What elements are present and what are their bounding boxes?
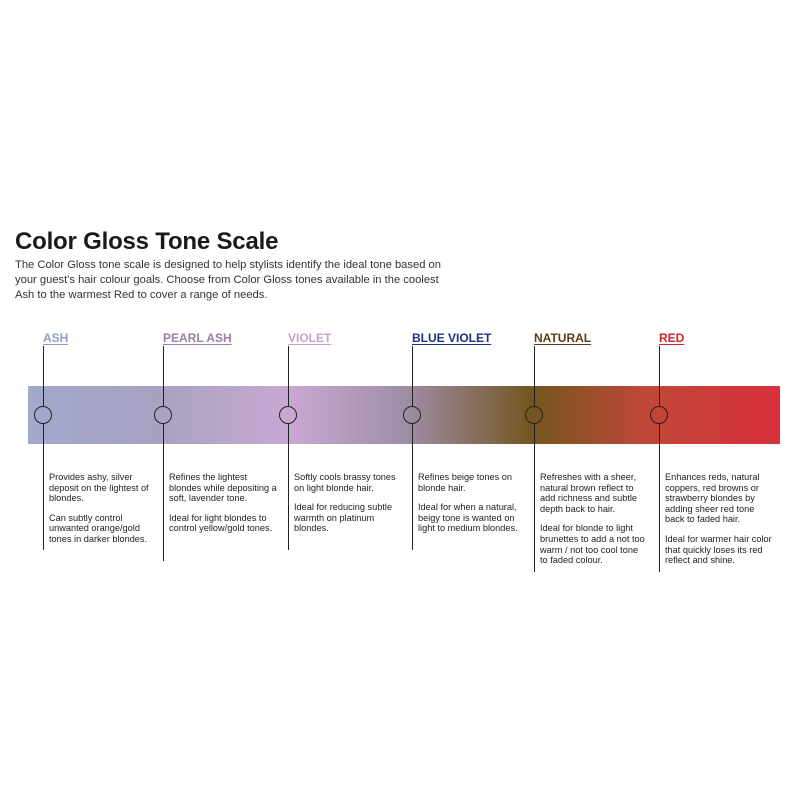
tick-lower-natural [534, 424, 535, 572]
tick-lower-blue-violet [412, 424, 413, 550]
tone-description-red [665, 472, 773, 575]
desc-violet-primary: Softly cools brassy tones on light blonde hair. [294, 472, 396, 493]
marker-ash [34, 406, 52, 424]
desc-pearl-ash-primary: Refines the lightest blondes while depositing a soft, lavender tone. [169, 472, 277, 504]
tick-upper-natural [534, 346, 535, 406]
desc-red-secondary: Ideal for warmer hair color that quickly loses its red reflect and shine. [665, 533, 772, 566]
tick-lower-pearl-ash [163, 424, 164, 561]
tone-description-natural [540, 472, 648, 575]
tone-label-blue-violet: BLUE VIOLET [412, 331, 492, 345]
tone-label-pearl-ash: PEARL ASH [163, 331, 232, 345]
page-title: Color Gloss Tone Scale [15, 228, 279, 255]
marker-pearl-ash [154, 406, 172, 424]
desc-ash-primary: Provides ashy, silver deposit on the lightest of blondes. [49, 472, 149, 504]
desc-pearl-ash-secondary: Ideal for light blondes to control yellow/gold tones. [169, 512, 273, 534]
marker-natural [525, 406, 543, 424]
tone-description-blue-violet [418, 472, 526, 543]
tone-label-violet: VIOLET [288, 331, 332, 345]
intro-text: The Color Gloss tone scale is designed to help stylists identify the ideal tone based on your guest's hair colour goals. Choose from Color Gloss tones available in the coolest Ash to the warmest Red to cover a range of needs. [15, 259, 441, 301]
desc-natural-primary: Refreshes with a sheer, natural brown reflect to add richness and subtle depth back to hair. [540, 472, 638, 514]
tone-label-ash: ASH [43, 331, 69, 345]
marker-violet [279, 406, 297, 424]
desc-blue-violet-primary: Refines beige tones on blonde hair. [418, 472, 512, 493]
tone-description-violet [294, 472, 402, 543]
tick-lower-violet [288, 424, 289, 550]
tone-description-pearl-ash [169, 472, 277, 543]
tick-upper-violet [288, 346, 289, 406]
marker-blue-violet [403, 406, 421, 424]
tone-label-red: RED [659, 331, 685, 345]
tick-lower-ash [43, 424, 44, 550]
marker-red [650, 406, 668, 424]
tick-upper-red [659, 346, 660, 406]
tick-upper-pearl-ash [163, 346, 164, 406]
desc-red-primary: Enhances reds, natural coppers, red browns or strawberry blondes by adding sheer red tone back to faded hair. [665, 472, 760, 525]
tone-label-natural: NATURAL [534, 331, 592, 345]
tick-upper-ash [43, 346, 44, 406]
tick-lower-red [659, 424, 660, 572]
desc-ash-secondary: Can subtly control unwanted orange/gold tones in darker blondes. [49, 512, 148, 544]
desc-blue-violet-secondary: Ideal for when a natural, beigy tone is wanted on light to medium blondes. [418, 502, 518, 534]
desc-violet-secondary: Ideal for reducing subtle warmth on platinum blondes. [294, 502, 393, 534]
desc-natural-secondary: Ideal for blonde to light brunettes to add a not too warm / not too cool tone to faded colour. [540, 523, 645, 566]
tick-upper-blue-violet [412, 346, 413, 406]
tone-description-ash [49, 472, 157, 554]
